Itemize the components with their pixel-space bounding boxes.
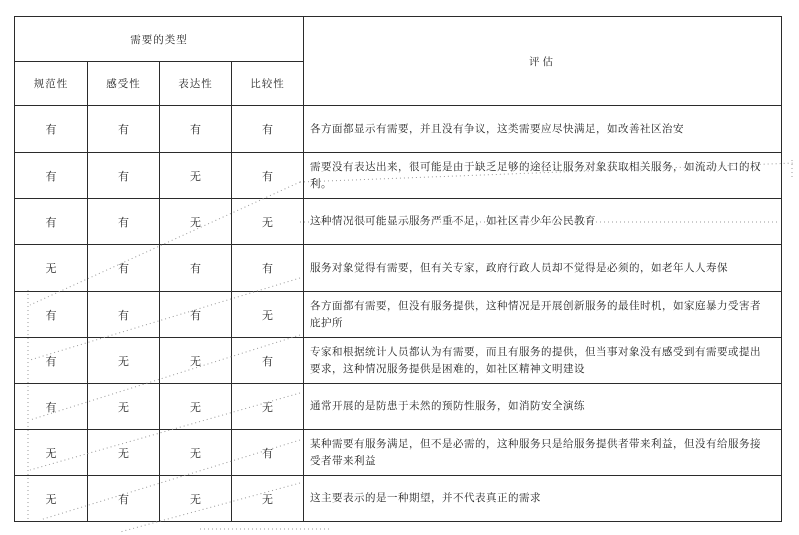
- cell-felt: 无: [88, 338, 160, 384]
- table-row: [15, 245, 782, 292]
- cell-comparative: 无: [232, 292, 304, 338]
- cell-normative: 无: [15, 476, 88, 522]
- cell-evaluation: 服务对象觉得有需要，但有关专家，政府行政人员却不觉得是必须的，如老年人人寿保: [304, 245, 782, 292]
- cell-felt: 无: [88, 384, 160, 430]
- cell-normative: 有: [15, 199, 88, 245]
- cell-evaluation: 需要没有表达出来，很可能是由于缺乏足够的途径让服务对象获取相关服务，如流动人口的权利。: [304, 153, 782, 199]
- cell-felt: 无: [88, 430, 160, 476]
- cell-normative: 有: [15, 338, 88, 384]
- cell-comparative: 有: [232, 245, 304, 292]
- needs-type-table: [14, 16, 782, 522]
- table-row: [15, 384, 782, 430]
- table-row: [15, 153, 782, 199]
- cell-expressed: 无: [160, 338, 232, 384]
- cell-felt: 有: [88, 199, 160, 245]
- cell-felt: 有: [88, 292, 160, 338]
- header-need-types: 需要的类型: [15, 17, 304, 62]
- cell-evaluation: 专家和根据统计人员都认为有需要，而且有服务的提供，但当事对象没有感受到有需要或提出要求，这种情况服务提供是困难的，如社区精神文明建设: [304, 338, 782, 384]
- cell-expressed: 无: [160, 199, 232, 245]
- cell-normative: 有: [15, 292, 88, 338]
- cell-expressed: 有: [160, 292, 232, 338]
- cell-expressed: 无: [160, 384, 232, 430]
- table-row: [15, 476, 782, 522]
- cell-expressed: 有: [160, 106, 232, 153]
- header-evaluation: 评估: [304, 17, 782, 106]
- cell-comparative: 有: [232, 106, 304, 153]
- header-expressed: 表达性: [160, 62, 232, 106]
- header-comparative: 比较性: [232, 62, 304, 106]
- cell-comparative: 有: [232, 153, 304, 199]
- cell-felt: 有: [88, 476, 160, 522]
- cell-comparative: 有: [232, 430, 304, 476]
- header-felt: 感受性: [88, 62, 160, 106]
- cell-felt: 有: [88, 153, 160, 199]
- header-row-group: [15, 17, 782, 62]
- header-normative: 规范性: [15, 62, 88, 106]
- cell-felt: 有: [88, 245, 160, 292]
- cell-comparative: 有: [232, 338, 304, 384]
- table-row: [15, 338, 782, 384]
- cell-evaluation: 这主要表示的是一种期望，并不代表真正的需求: [304, 476, 782, 522]
- cell-normative: 无: [15, 430, 88, 476]
- cell-expressed: 无: [160, 476, 232, 522]
- cell-evaluation: 这种情况很可能显示服务严重不足，如社区青少年公民教育: [304, 199, 782, 245]
- cell-normative: 有: [15, 384, 88, 430]
- table-row: [15, 106, 782, 153]
- cell-normative: 有: [15, 106, 88, 153]
- table-row: [15, 199, 782, 245]
- cell-evaluation: 各方面都有需要，但没有服务提供，这种情况是开展创新服务的最佳时机，如家庭暴力受害者庇护所: [304, 292, 782, 338]
- cell-felt: 有: [88, 106, 160, 153]
- cell-evaluation: 各方面都显示有需要，并且没有争议，这类需要应尽快满足，如改善社区治安: [304, 106, 782, 153]
- cell-normative: 无: [15, 245, 88, 292]
- table-row: [15, 430, 782, 476]
- cell-expressed: 有: [160, 245, 232, 292]
- cell-expressed: 无: [160, 430, 232, 476]
- table-row: [15, 292, 782, 338]
- cell-comparative: 无: [232, 384, 304, 430]
- cell-comparative: 无: [232, 199, 304, 245]
- cell-normative: 有: [15, 153, 88, 199]
- cell-comparative: 无: [232, 476, 304, 522]
- cell-expressed: 无: [160, 153, 232, 199]
- cell-evaluation: 通常开展的是防患于未然的预防性服务，如消防安全演练: [304, 384, 782, 430]
- cell-evaluation: 某种需要有服务满足，但不是必需的，这种服务只是给服务提供者带来利益，但没有给服务接受者带来利益: [304, 430, 782, 476]
